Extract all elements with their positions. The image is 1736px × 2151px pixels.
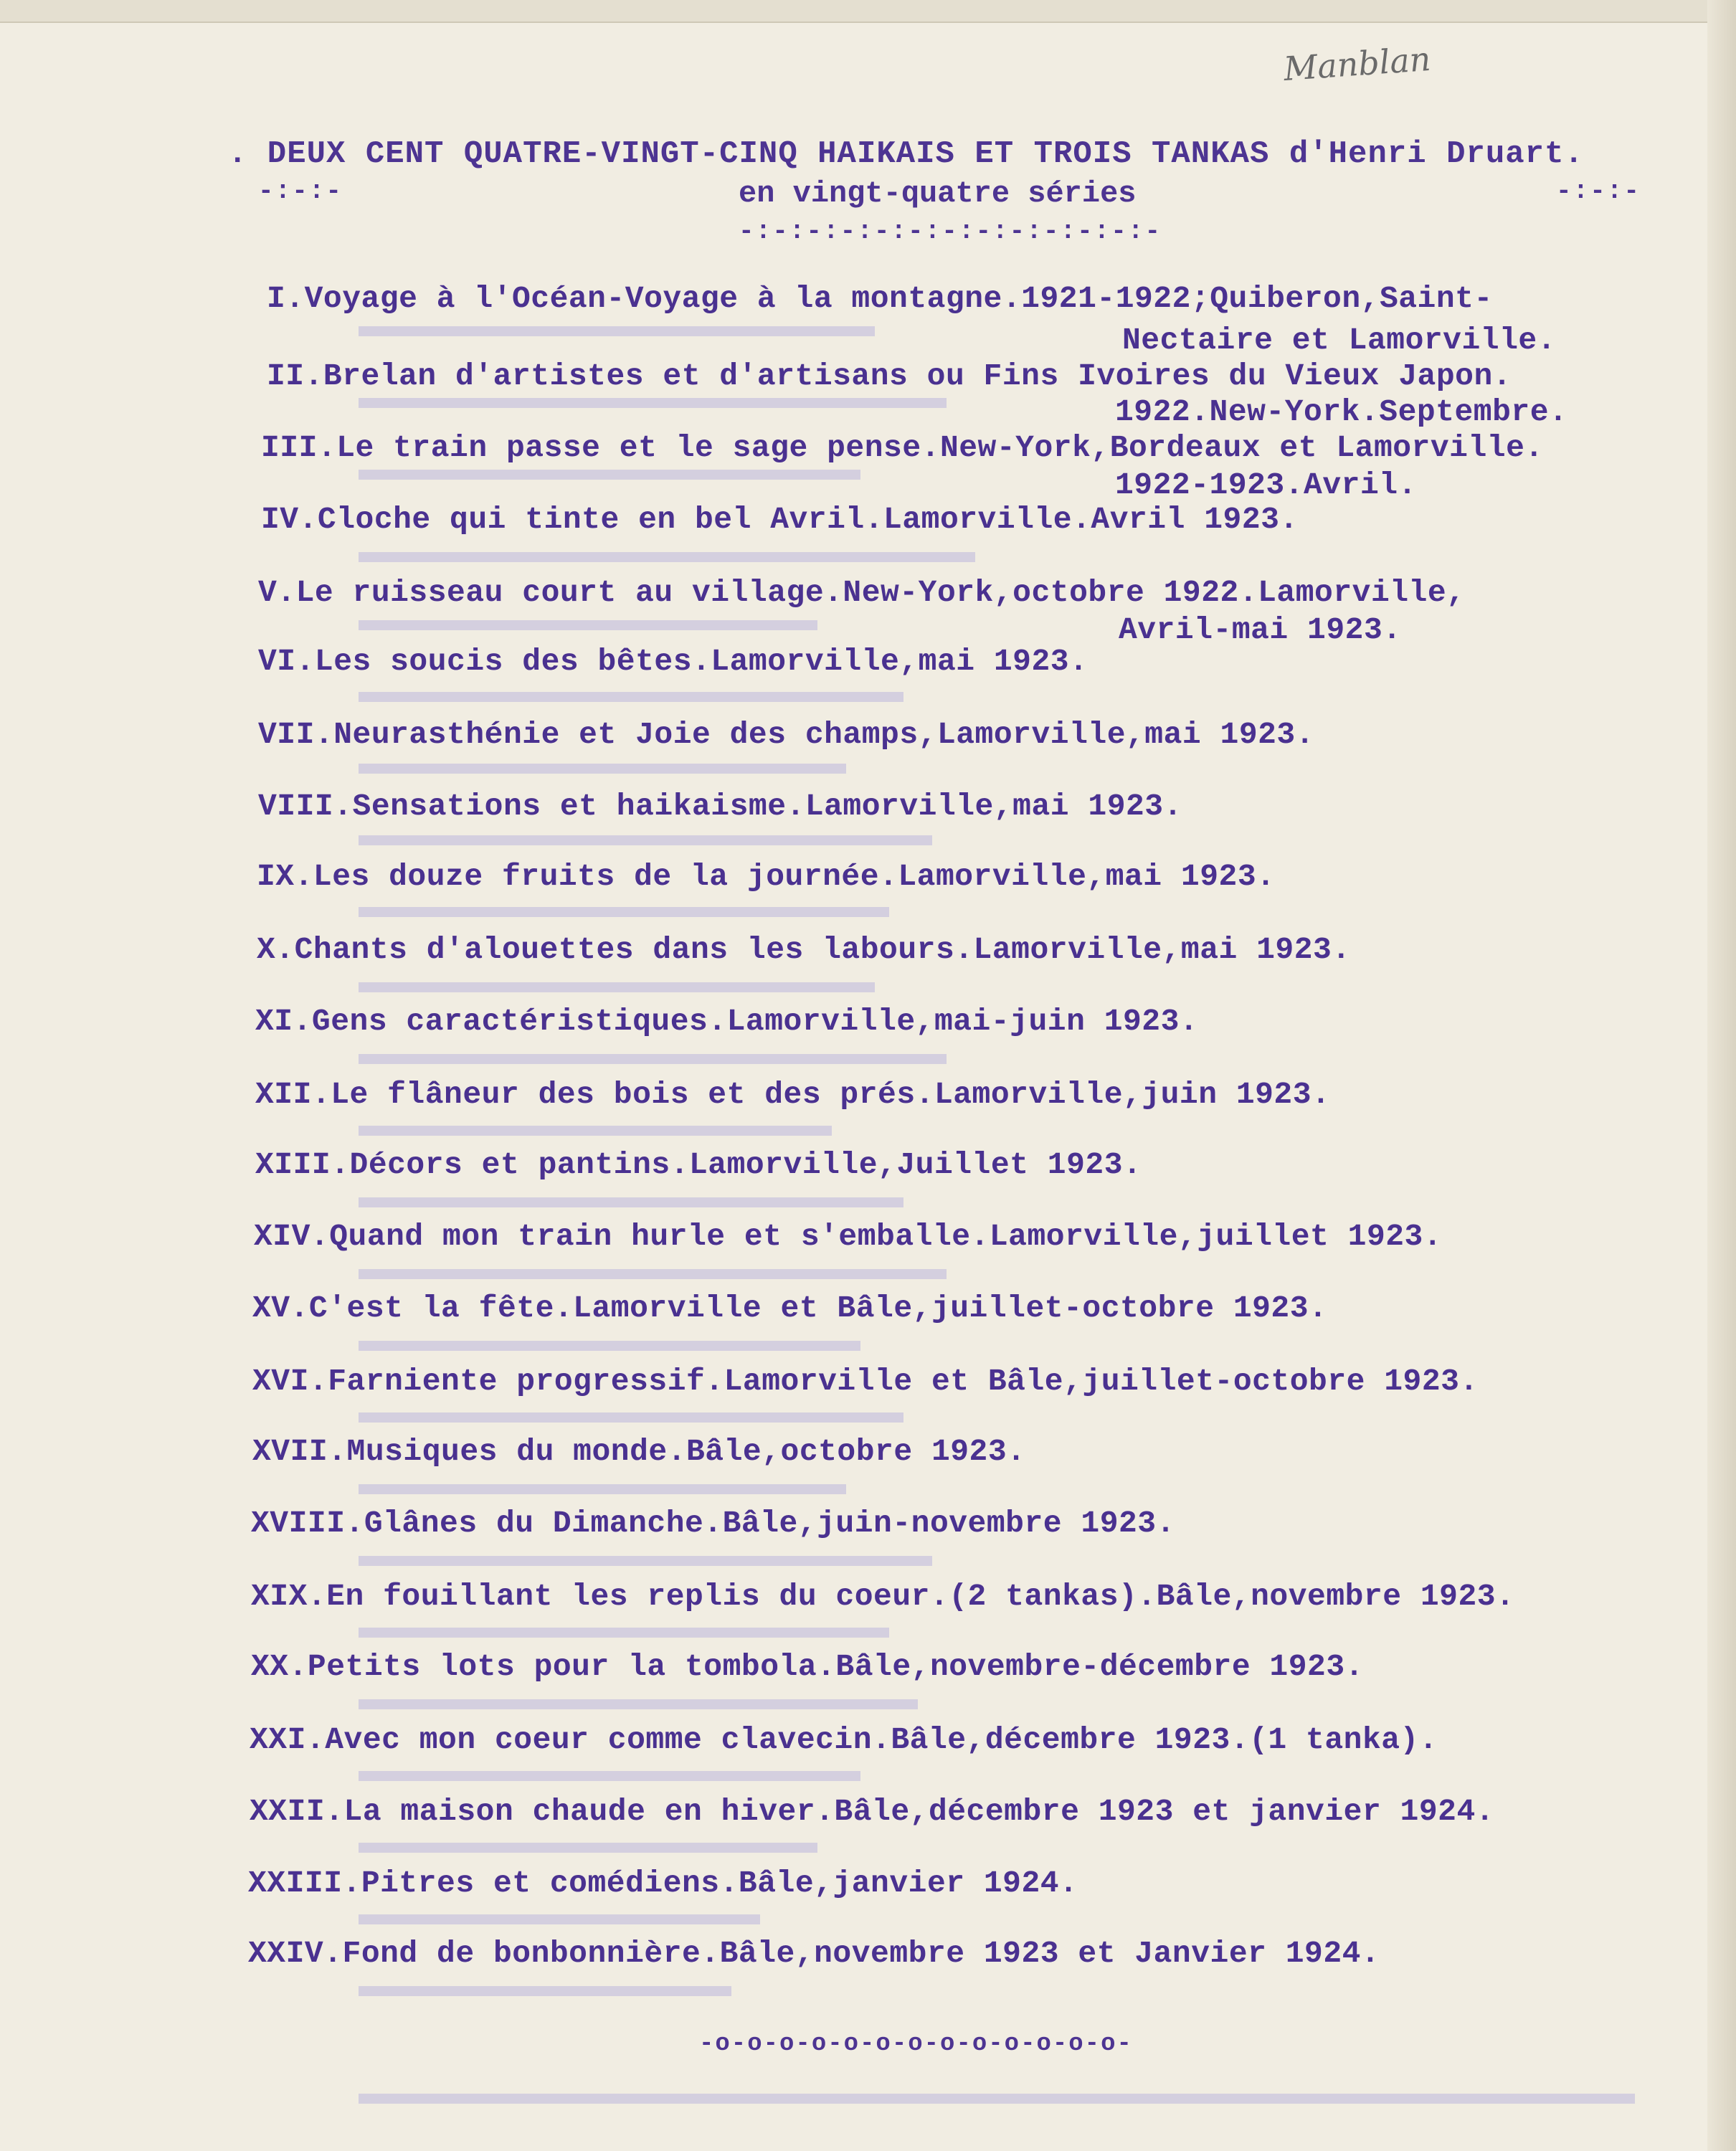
bleed-line: [359, 1986, 731, 1996]
bleed-line: [359, 1699, 918, 1709]
series-entry: V.Le ruisseau court au village.New-York,octobre 1922.Lamorville,: [258, 575, 1466, 610]
series-entry: IX.Les douze fruits de la journée.Lamorville,mai 1923.: [257, 859, 1276, 894]
bleed-line: [359, 398, 947, 408]
bleed-line: [359, 1412, 903, 1423]
series-entry: II.Brelan d'artistes et d'artisans ou Fins Ivoires du Vieux Japon.: [267, 358, 1512, 394]
series-entry: I.Voyage à l'Océan-Voyage à la montagne.1921-1922;Quiberon,Saint-: [267, 281, 1493, 316]
bleed-line: [359, 1054, 947, 1064]
series-entry: III.Le train passe et le sage pense.New-York,Bordeaux et Lamorville.: [261, 430, 1544, 465]
series-entry-continuation: 1922.New-York.Septembre.: [1115, 394, 1568, 429]
series-entry: X.Chants d'alouettes dans les labours.Lamorville,mai 1923.: [257, 932, 1351, 967]
bleed-line: [359, 1843, 817, 1853]
bleed-line: [359, 620, 817, 630]
document-title: . DEUX CENT QUATRE-VINGT-CINQ HAIKAIS ET TROIS TANKAS d'Henri Druart.: [228, 136, 1584, 172]
title-decoration-right: -:-:-: [1556, 176, 1641, 206]
series-entry: XXII.La maison chaude en hiver.Bâle,décembre 1923 et janvier 1924.: [250, 1794, 1495, 1829]
closing-decoration: -o-o-o-o-o-o-o-o-o-o-o-o-o-: [699, 2031, 1133, 2058]
bleed-line: [359, 1484, 846, 1494]
title-decoration-left: -:-:-: [258, 176, 343, 206]
series-entry: VIII.Sensations et haikaisme.Lamorville,mai 1923.: [258, 789, 1182, 824]
bleed-line: [359, 1197, 903, 1207]
bleed-line: [359, 1269, 947, 1279]
series-entry: XXIV.Fond de bonbonnière.Bâle,novembre 1923 et Janvier 1924.: [248, 1936, 1380, 1971]
bleed-line: [359, 1914, 760, 1924]
series-entry: IV.Cloche qui tinte en bel Avril.Lamorville.Avril 1923.: [261, 502, 1299, 537]
series-entry: VII.Neurasthénie et Joie des champs,Lamorville,mai 1923.: [258, 717, 1315, 752]
series-entry: XVI.Farniente progressif.Lamorville et Bâle,juillet-octobre 1923.: [252, 1364, 1479, 1399]
series-entry: XXIII.Pitres et comédiens.Bâle,janvier 1924.: [248, 1866, 1078, 1901]
series-entry: XX.Petits lots pour la tombola.Bâle,novembre-décembre 1923.: [251, 1649, 1364, 1684]
bleed-line: [359, 907, 889, 917]
series-entry-continuation: Avril-mai 1923.: [1119, 612, 1402, 647]
series-entry: XIX.En fouillant les replis du coeur.(2 tankas).Bâle,novembre 1923.: [251, 1579, 1515, 1614]
bleed-line: [359, 1556, 932, 1566]
series-entry: XIII.Décors et pantins.Lamorville,Juillet 1923.: [255, 1147, 1142, 1182]
series-entry: XIV.Quand mon train hurle et s'emballe.Lamorville,juillet 1923.: [254, 1219, 1443, 1254]
bleed-line: [359, 692, 903, 702]
bleed-line: [359, 1126, 832, 1136]
bleed-line: [359, 2094, 1635, 2104]
bleed-line: [359, 764, 846, 774]
handwritten-annotation: Manblan: [1282, 39, 1433, 89]
series-entry: XV.C'est la fête.Lamorville et Bâle,juillet-octobre 1923.: [252, 1291, 1328, 1326]
series-entry: XXI.Avec mon coeur comme clavecin.Bâle,décembre 1923.(1 tanka).: [250, 1722, 1438, 1757]
bleed-line: [359, 326, 875, 336]
bleed-line: [359, 552, 975, 562]
series-entry: VI.Les soucis des bêtes.Lamorville,mai 1923.: [258, 644, 1088, 679]
series-entry: XVIII.Glânes du Dimanche.Bâle,juin-novembre 1923.: [251, 1506, 1175, 1541]
series-entry: XVII.Musiques du monde.Bâle,octobre 1923.: [252, 1434, 1026, 1469]
series-entry-continuation: 1922-1923.Avril.: [1115, 467, 1417, 503]
series-entry: XI.Gens caractéristiques.Lamorville,mai-juin 1923.: [255, 1004, 1199, 1039]
document-subtitle: en vingt-quatre séries: [739, 176, 1137, 211]
bleed-line: [359, 835, 932, 845]
bleed-line: [359, 982, 875, 992]
bleed-line: [359, 1628, 889, 1638]
series-entry-continuation: Nectaire et Lamorville.: [1122, 323, 1556, 358]
bleed-line: [359, 470, 860, 480]
title-decoration-center: -:-:-:-:-:-:-:-:-:-:-:-:-: [739, 217, 1162, 246]
series-entry: XII.Le flâneur des bois et des prés.Lamorville,juin 1923.: [255, 1077, 1331, 1112]
bleed-line: [359, 1771, 860, 1781]
bleed-line: [359, 1341, 860, 1351]
